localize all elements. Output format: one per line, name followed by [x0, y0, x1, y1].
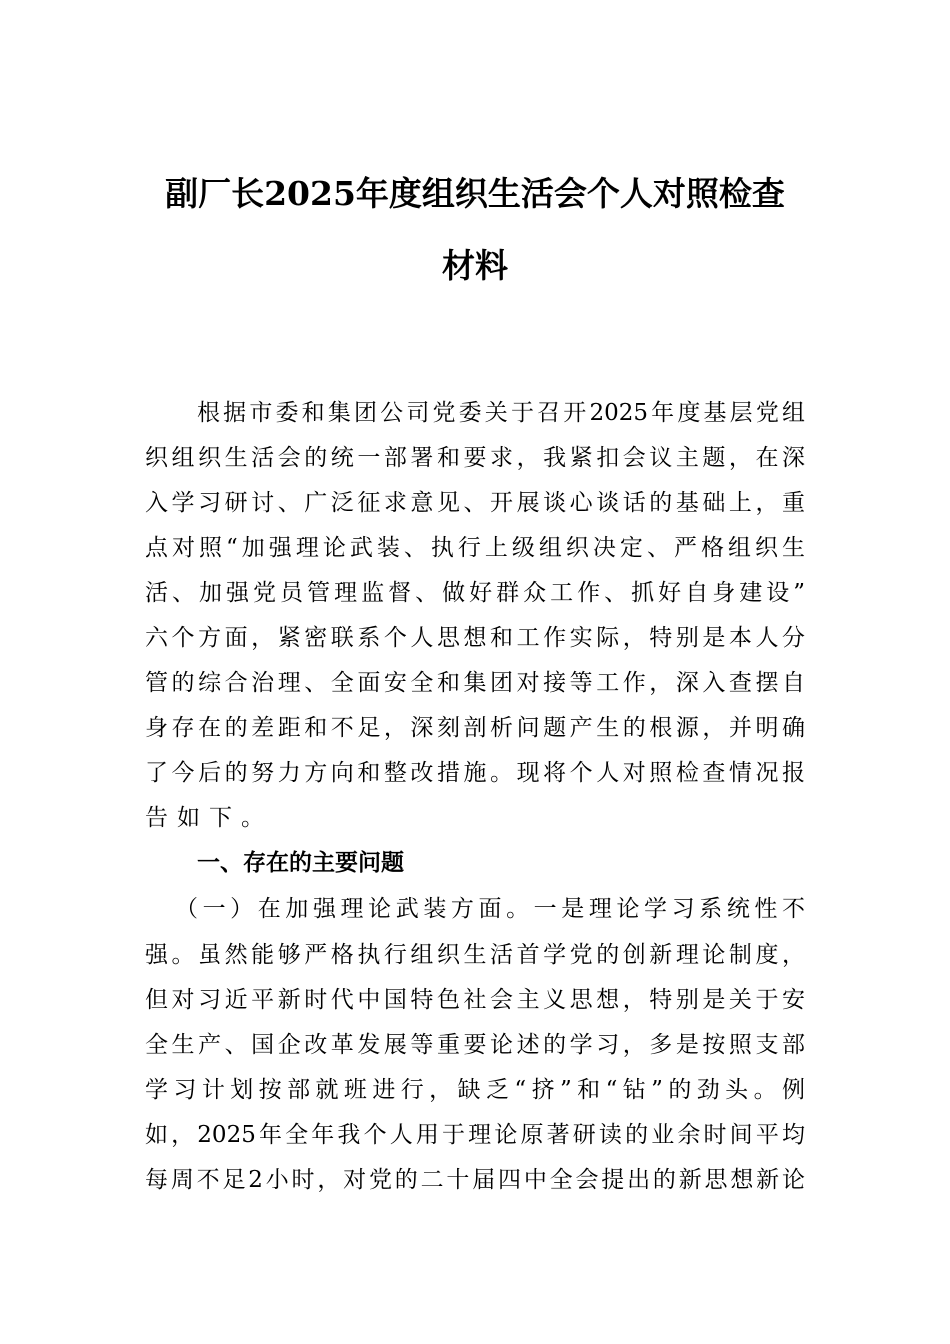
text-line: 了今后的努力方向和整改措施。现将个人对照检查情况报	[145, 760, 805, 786]
text-line: 每周不足2小时，对党的二十届四中全会提出的新思想新论	[145, 1167, 805, 1193]
document-title-line-2: 材料	[442, 246, 508, 285]
text-line: 全生产、国企改革发展等重要论述的学习，多是按照支部	[145, 1032, 805, 1058]
text-line: 六个方面，紧密联系个人思想和工作实际，特别是本人分	[145, 625, 805, 651]
text-line: 如，2025年全年我个人用于理论原著研读的业余时间平均	[145, 1122, 805, 1148]
text-line: 根据市委和集团公司党委关于召开2025年度基层党组	[197, 400, 805, 426]
text-line: 强。虽然能够严格执行组织生活首学党的创新理论制度，	[145, 942, 805, 968]
section-heading: 一、存在的主要问题	[197, 850, 404, 876]
text-line: 但对习近平新时代中国特色社会主义思想，特别是关于安	[145, 987, 805, 1013]
text-line: 学习计划按部就班进行，缺乏“挤”和“钻”的劲头。例	[145, 1077, 805, 1103]
text-line: 活、加强党员管理监督、做好群众工作、抓好自身建设”	[145, 580, 805, 606]
text-line: 入学习研讨、广泛征求意见、开展谈心谈话的基础上，重	[145, 490, 805, 516]
text-line: 告如下。	[145, 805, 273, 831]
text-line: 织组织生活会的统一部署和要求，我紧扣会议主题，在深	[145, 445, 805, 471]
text-line: 身存在的差距和不足，深刻剖析问题产生的根源，并明确	[145, 715, 805, 741]
document-title-line-1: 副厂长2025年度组织生活会个人对照检查	[165, 174, 785, 213]
text-line: 点对照“加强理论武装、执行上级组织决定、严格组织生	[145, 535, 805, 561]
text-line: （一）在加强理论武装方面。一是理论学习系统性不	[175, 896, 805, 922]
text-line: 管的综合治理、全面安全和集团对接等工作，深入查摆自	[145, 670, 805, 696]
